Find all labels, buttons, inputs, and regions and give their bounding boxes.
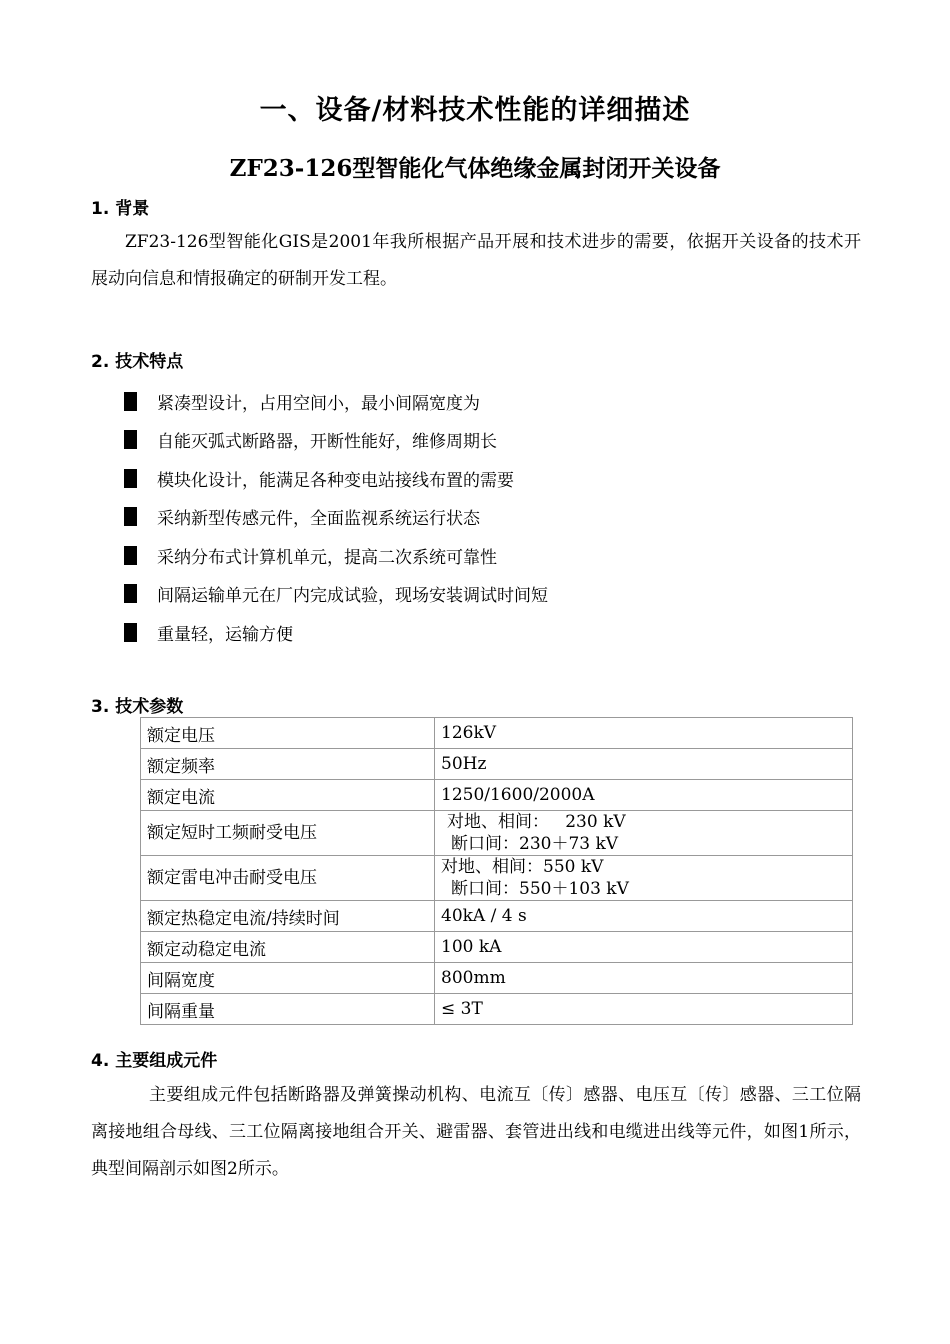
param-value [435,811,853,856]
param-name: 额定频率 [141,749,435,780]
param-value: 100 kA [435,932,853,963]
list-item: 模块化设计，能满足各种变电站接线布置的需要 [124,459,548,498]
background-paragraph: ZF23-126型智能化GIS是2001年我所根据产品开展和技术进步的需要，依据开关设备的技术开展动向信息和情报确定的研制开发工程。 [91,232,861,289]
feature-list [124,382,548,652]
param-name: 间隔重量 [141,994,435,1025]
param-name: 额定雷电冲击耐受电压 [141,856,435,901]
table-row [141,932,853,963]
param-name: 额定动稳定电流 [141,932,435,963]
section-heading-features: 2. 技术特点 [91,352,184,372]
square-bullet-icon [124,392,137,411]
param-value-line: 断口间：230＋73 kV [451,834,619,854]
param-value: 40kA / 4 s [435,901,853,932]
table-row [141,811,853,856]
param-name: 额定热稳定电流/持续时间 [141,901,435,932]
list-item: 紧凑型设计，占用空间小，最小间隔宽度为 [124,382,548,421]
param-name: 额定电流 [141,780,435,811]
table-row [141,856,853,901]
table-row [141,749,853,780]
square-bullet-icon [124,507,137,526]
list-item: 自能灭弧式断路器，开断性能好，维修周期长 [124,421,548,460]
table-row [141,718,853,749]
page-title: 一、设备/材料技术性能的详细描述 [259,95,691,126]
square-bullet-icon [124,623,137,642]
param-value-line: 对地、相间：550 kV [441,857,604,877]
table-row [141,780,853,811]
param-value-line: 对地、相间： 230 kV [447,812,626,832]
table-row [141,901,853,932]
param-name: 间隔宽度 [141,963,435,994]
param-value: 800mm [435,963,853,994]
square-bullet-icon [124,430,137,449]
param-value: 1250/1600/2000A [435,780,853,811]
param-value: ≤ 3T [435,994,853,1025]
param-value-line: 断口间：550＋103 kV [451,879,629,899]
param-value: 50Hz [435,749,853,780]
list-item: 重量轻，运输方便 [124,613,548,652]
table-row [141,963,853,994]
product-title: ZF23-126型智能化气体绝缘金属封闭开关设备 [229,155,721,182]
list-item: 间隔运输单元在厂内完成试验，现场安装调试时间短 [124,575,548,614]
section-heading-components: 4. 主要组成元件 [91,1051,218,1071]
square-bullet-icon [124,584,137,603]
params-table [140,717,853,1025]
square-bullet-icon [124,546,137,565]
param-value: 126kV [435,718,853,749]
section-heading-background: 1. 背景 [91,199,150,219]
list-item: 采纳新型传感元件，全面监视系统运行状态 [124,498,548,537]
param-value [435,856,853,901]
param-name: 额定短时工频耐受电压 [141,811,435,856]
param-name: 额定电压 [141,718,435,749]
components-paragraph: 主要组成元件包括断路器及弹簧操动机构、电流互〔传〕感器、电压互〔传〕感器、三工位隔离接地组合母线、三工位隔离接地组合开关、避雷器、套管进出线和电缆进出线等元件，如图1所示，典型间隔剖示如图2所示。 [91,1085,861,1179]
square-bullet-icon [124,469,137,488]
section-heading-params: 3. 技术参数 [91,697,184,717]
table-row [141,994,853,1025]
list-item: 采纳分布式计算机单元，提高二次系统可靠性 [124,536,548,575]
